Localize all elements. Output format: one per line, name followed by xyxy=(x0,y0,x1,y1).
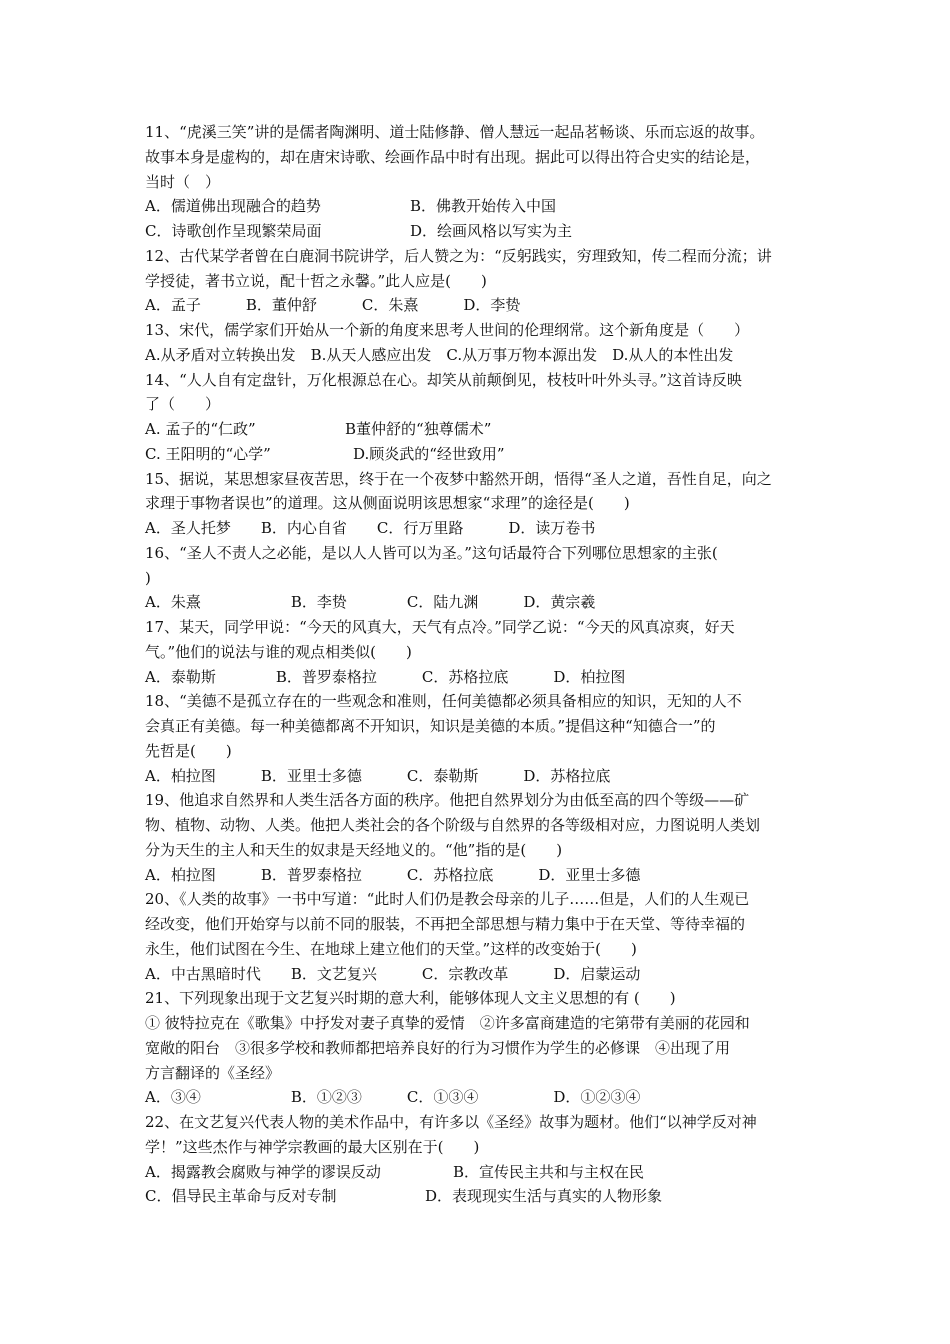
text-line: 13、宋代，儒学家们开始从一个新的角度来思考人世间的伦理纲常。这个新角度是（ ） xyxy=(145,321,750,339)
text-line: 22、在文艺复兴代表人物的美术作品中，有许多以《圣经》故事为题材。他们“以神学反对神 xyxy=(145,1113,757,1131)
text-line: 故事本身是虚构的，却在唐宋诗歌、绘画作品中时有出现。据此可以得出符合史实的结论是， xyxy=(145,147,761,166)
text-line: 11、“虎溪三笑”讲的是儒者陶渊明、道士陆修静、僧人慧远一起品茗畅谈、乐而忘返的故事。 xyxy=(145,123,765,141)
text-line: A．③④ B．①②③ C．①③④ D．①②③④ xyxy=(145,1088,641,1107)
text-line: 求理于事物者误也”的道理。这从侧面说明该思想家“求理”的途径是( ) xyxy=(145,494,630,513)
text-line: 学！”这些杰作与神学宗教画的最大区别在于( ) xyxy=(145,1137,480,1156)
text-line: 了（ ） xyxy=(145,395,221,414)
text-line: A.从矛盾对立转换出发 B.从天人感应出发 C.从万事万物本源出发 D.从人的本性出发 xyxy=(145,345,734,364)
option-a: A．儒道佛出现融合的趋势 xyxy=(145,197,321,216)
option-d: D．绘画风格以写实为主 xyxy=(410,222,573,240)
option-b: B董仲舒的“独尊儒术” xyxy=(345,420,492,438)
text-line: 14、“人人自有定盘针，万化根源总在心。却笑从前颠倒见，枝枝叶叶外头寻。”这首诗反映 xyxy=(145,370,742,389)
text-line: A．圣人托梦 B．内心自省 C．行万里路 D．读万卷书 xyxy=(145,519,596,537)
text-line: 19、他追求自然界和人类生活各方面的秩序。他把自然界划分为由低至高的四个等级——矿 xyxy=(145,791,750,810)
text-line: A．中古黑暗时代 B．文艺复兴 C．宗教改革 D．启蒙运动 xyxy=(145,964,641,983)
text-line: 15、据说，某思想家昼夜苦思，终于在一个夜梦中豁然开朗，悟得“圣人之道，吾性自足，向之 xyxy=(145,469,772,488)
text-line: 17、某天，同学甲说：“今天的风真大，天气有点冷。”同学乙说：“今天的风真凉爽，好天 xyxy=(145,618,735,636)
text-line: A．孟子 B．董仲舒 C．朱熹 D．李贽 xyxy=(145,296,521,315)
option-line xyxy=(145,194,820,219)
option-d: D.顾炎武的“经世致用” xyxy=(353,444,505,463)
text-line: ① 彼特拉克在《歌集》中抒发对妻子真挚的爱情 ②许多富商建造的宅第带有美丽的花园和 xyxy=(145,1014,750,1032)
text-line: 18、“美德不是孤立存在的一些观念和准则，任何美德都必须具备相应的知识，无知的人不 xyxy=(145,692,742,711)
option-c: C. 王阳明的“心学” xyxy=(145,444,271,463)
text-line: ) xyxy=(145,568,151,587)
option-line xyxy=(145,1160,820,1185)
option-a: A．揭露教会腐败与神学的谬误反动 xyxy=(145,1162,381,1181)
exam-page xyxy=(145,120,820,1209)
option-b: B．佛教开始传入中国 xyxy=(410,197,557,216)
option-a: A. 孟子的“仁政” xyxy=(145,420,256,438)
option-c: C．诗歌创作呈现繁荣局面 xyxy=(145,222,322,240)
option-d: D．表现现实生活与真实的人物形象 xyxy=(425,1187,663,1206)
text-line: A．柏拉图 B．亚里士多德 C．泰勒斯 D．苏格拉底 xyxy=(145,766,611,785)
option-b: B．宣传民主共和与主权在民 xyxy=(453,1162,645,1181)
text-line: 16、“圣人不责人之必能，是以人人皆可以为圣。”这句话最符合下列哪位思想家的主张( xyxy=(145,543,718,562)
text-line: A．朱熹 B．李贽 C．陆九渊 D．黄宗羲 xyxy=(145,593,596,612)
text-line: 学授徒，著书立说，配十哲之永馨。”此人应是( ) xyxy=(145,271,487,290)
text-line: 永生，他们试图在今生、在地球上建立他们的天堂。”这样的改变始于( ) xyxy=(145,939,637,958)
option-line xyxy=(145,417,820,442)
text-line: 20、《人类的故事》一书中写道：“此时人们仍是教会母亲的儿子……但是，人们的人生观已 xyxy=(145,890,750,909)
text-line: 经改变，他们开始穿与以前不同的服装，不再把全部思想与精力集中于在天堂、等待幸福的 xyxy=(145,915,746,933)
text-line: A．柏拉图 B．普罗泰格拉 C．苏格拉底 D．亚里士多德 xyxy=(145,865,641,884)
text-line: 分为天生的主人和天生的奴隶是天经地义的。“他”指的是( ) xyxy=(145,840,563,859)
text-line: 物、植物、动物、人类。他把人类社会的各个阶级与自然界的各等级相对应，力图说明人类划 xyxy=(145,816,761,834)
text-line: 当时（ ） xyxy=(145,172,221,191)
text-line: 气。”他们的说法与谁的观点相类似( ) xyxy=(145,642,412,661)
option-c: C．倡导民主革命与反对专制 xyxy=(145,1187,337,1206)
text-line: 先哲是( ) xyxy=(145,741,232,760)
text-line: 宽敞的阳台 ③很多学校和教师都把培养良好的行为习惯作为学生的必修课 ④出现了用 xyxy=(145,1038,731,1057)
text-line: 21、下列现象出现于文艺复兴时期的意大利，能够体现人文主义思想的有 ( ) xyxy=(145,989,676,1008)
option-line xyxy=(145,1184,820,1209)
text-line: 会真正有美德。每一种美德都离不开知识，知识是美德的本质。”提倡这种“知德合一”的 xyxy=(145,717,716,735)
option-line xyxy=(145,219,820,244)
text-line: 方言翻译的《圣经》 xyxy=(145,1063,281,1082)
text-line: A．泰勒斯 B．普罗泰格拉 C．苏格拉底 D．柏拉图 xyxy=(145,667,626,686)
option-line xyxy=(145,442,820,467)
text-line: 12、古代某学者曾在白鹿洞书院讲学，后人赞之为：“反躬践实，穷理致知，传二程而分流；讲 xyxy=(145,246,772,265)
